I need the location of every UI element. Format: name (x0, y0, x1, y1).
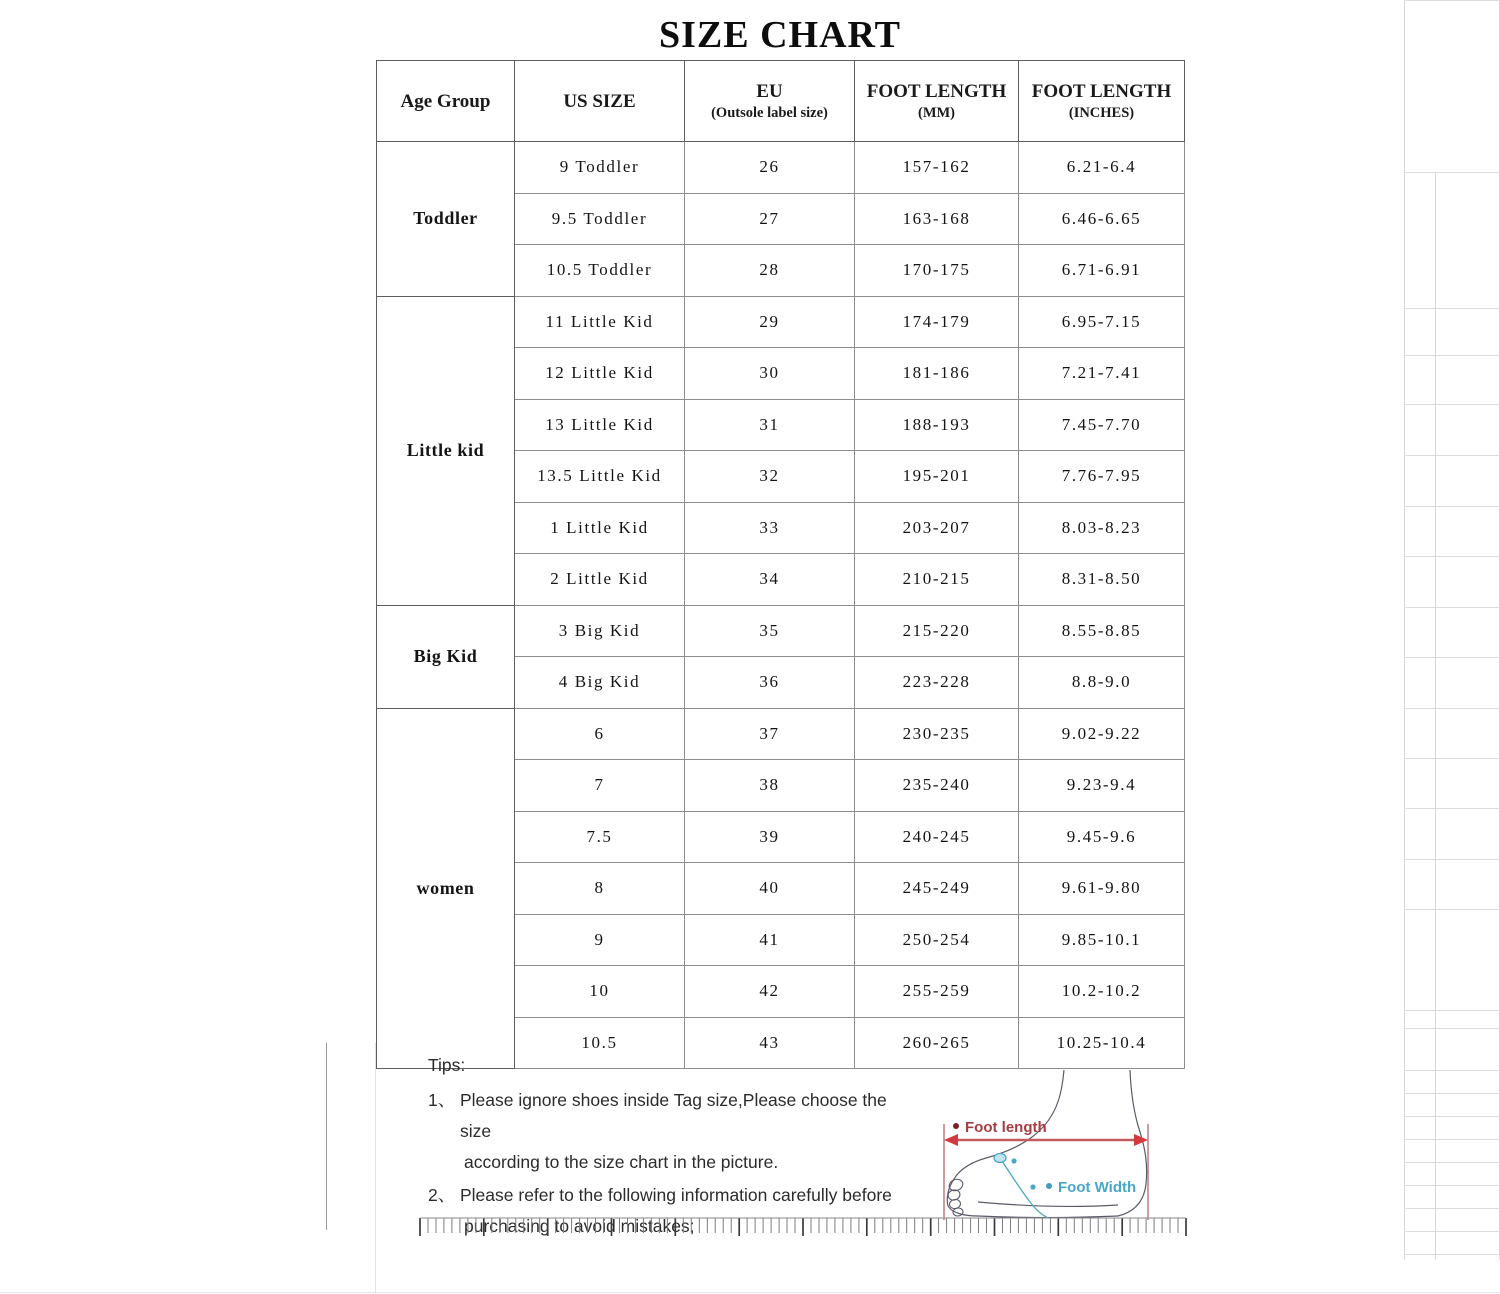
foot-width-label: Foot Width (1058, 1179, 1137, 1196)
foot-length-inches-cell: 8.03-8.23 (1019, 502, 1185, 554)
ruler-strip (418, 1216, 1188, 1238)
eu-size-cell: 38 (685, 760, 855, 812)
foot-length-inches-cell: 9.45-9.6 (1019, 811, 1185, 863)
tips-section (428, 1050, 898, 1244)
foot-length-mm-cell: 245-249 (855, 863, 1019, 915)
column-header-us-size (515, 61, 685, 142)
eu-size-cell: 39 (685, 811, 855, 863)
foot-length-mm-cell: 240-245 (855, 811, 1019, 863)
eu-size-cell: 35 (685, 605, 855, 657)
eu-size-cell: 29 (685, 296, 855, 348)
table-row (377, 708, 1185, 760)
foot-width-bullet-icon (1046, 1183, 1052, 1189)
tip-item-1 (428, 1085, 898, 1178)
us-size-cell: 7 (515, 760, 685, 812)
foot-length-mm-cell: 170-175 (855, 245, 1019, 297)
foot-measurement-diagram (912, 1052, 1202, 1238)
foot-length-mm-cell: 260-265 (855, 1017, 1019, 1069)
us-size-cell: 11 Little Kid (515, 296, 685, 348)
eu-size-cell: 34 (685, 554, 855, 606)
column-header-foot-length-inches (1019, 61, 1185, 142)
foot-length-mm-cell: 188-193 (855, 399, 1019, 451)
us-size-cell: 6 (515, 708, 685, 760)
foot-width-dot-icon (1011, 1158, 1016, 1163)
foot-length-mm-cell: 203-207 (855, 502, 1019, 554)
foot-length-inches-cell: 7.76-7.95 (1019, 451, 1185, 503)
page-left-divider-line (375, 1043, 376, 1294)
column-header-foot-length-inches-sublabel: (INCHES) (1068, 104, 1135, 121)
foot-length-inches-cell: 10.2-10.2 (1019, 966, 1185, 1018)
page-title: SIZE CHART (658, 14, 901, 56)
us-size-cell: 4 Big Kid (515, 657, 685, 709)
eu-size-cell: 32 (685, 451, 855, 503)
foot-length-bullet-icon (953, 1123, 959, 1129)
eu-size-cell: 40 (685, 863, 855, 915)
us-size-cell: 10.5 Toddler (515, 245, 685, 297)
column-header-foot-length-mm-label: FOOT LENGTH (866, 80, 1007, 102)
tips-divider-line (326, 1043, 327, 1230)
column-header-foot-length-inches-label: FOOT LENGTH (1031, 80, 1172, 102)
age-group-cell: women (377, 708, 515, 1069)
foot-length-mm-cell: 250-254 (855, 914, 1019, 966)
table-row (377, 296, 1185, 348)
tip-item-1-number: 1、 (428, 1090, 456, 1110)
eu-size-cell: 36 (685, 657, 855, 709)
eu-size-cell: 37 (685, 708, 855, 760)
table-row (377, 605, 1185, 657)
foot-length-mm-cell: 235-240 (855, 760, 1019, 812)
foot-length-inches-cell: 9.23-9.4 (1019, 760, 1185, 812)
tips-heading: Tips: (428, 1055, 466, 1075)
us-size-cell: 7.5 (515, 811, 685, 863)
foot-length-inches-cell: 8.8-9.0 (1019, 657, 1185, 709)
foot-length-mm-cell: 210-215 (855, 554, 1019, 606)
column-header-foot-length-mm-sublabel: (MM) (917, 104, 956, 121)
foot-length-mm-cell: 181-186 (855, 348, 1019, 400)
us-size-cell: 1 Little Kid (515, 502, 685, 554)
tip-item-2-line2: purchasing to avoid mistakes; (464, 1216, 695, 1236)
foot-length-mm-cell: 157-162 (855, 142, 1019, 194)
column-header-us-size-label: US SIZE (563, 90, 636, 112)
foot-length-inches-cell: 9.85-10.1 (1019, 914, 1185, 966)
eu-size-cell: 42 (685, 966, 855, 1018)
table-header (377, 61, 1185, 142)
tip-item-2-line1: Please refer to the following information carefully before (460, 1185, 892, 1205)
background-table-fragment (1404, 0, 1500, 1260)
us-size-cell: 10.5 (515, 1017, 685, 1069)
foot-length-mm-cell: 215-220 (855, 605, 1019, 657)
foot-length-inches-cell: 9.61-9.80 (1019, 863, 1185, 915)
foot-length-inches-cell: 6.21-6.4 (1019, 142, 1185, 194)
column-header-eu-sublabel: (Outsole label size) (711, 104, 828, 121)
foot-length-mm-cell: 230-235 (855, 708, 1019, 760)
foot-length-inches-cell: 10.25-10.4 (1019, 1017, 1185, 1069)
us-size-cell: 9 (515, 914, 685, 966)
column-header-eu (685, 61, 855, 142)
foot-length-inches-cell: 6.46-6.65 (1019, 193, 1185, 245)
us-size-cell: 10 (515, 966, 685, 1018)
us-size-cell: 2 Little Kid (515, 554, 685, 606)
us-size-cell: 13 Little Kid (515, 399, 685, 451)
age-group-cell: Little kid (377, 296, 515, 605)
us-size-cell: 8 (515, 863, 685, 915)
tip-item-1-line2: according to the size chart in the picture. (464, 1152, 779, 1172)
eu-size-cell: 31 (685, 399, 855, 451)
foot-length-inches-cell: 7.45-7.70 (1019, 399, 1185, 451)
foot-length-mm-cell: 174-179 (855, 296, 1019, 348)
column-header-eu-label: EU (756, 80, 783, 102)
eu-size-cell: 43 (685, 1017, 855, 1069)
column-header-age-group (377, 61, 515, 142)
eu-size-cell: 41 (685, 914, 855, 966)
foot-length-inches-cell: 9.02-9.22 (1019, 708, 1185, 760)
us-size-cell: 9.5 Toddler (515, 193, 685, 245)
eu-size-cell: 33 (685, 502, 855, 554)
age-group-cell: Toddler (377, 142, 515, 297)
us-size-cell: 13.5 Little Kid (515, 451, 685, 503)
eu-size-cell: 26 (685, 142, 855, 194)
toes-icon (947, 1177, 965, 1216)
foot-width-indicator-icon (994, 1154, 1048, 1219)
size-chart-table (376, 60, 1185, 1069)
foot-length-inches-cell: 6.95-7.15 (1019, 296, 1185, 348)
foot-length-inches-cell: 8.55-8.85 (1019, 605, 1185, 657)
foot-width-dot-2-icon (1030, 1184, 1035, 1189)
foot-length-mm-cell: 163-168 (855, 193, 1019, 245)
page-bottom-divider-line (0, 1292, 1500, 1293)
foot-length-inches-cell: 6.71-6.91 (1019, 245, 1185, 297)
foot-length-mm-cell: 223-228 (855, 657, 1019, 709)
foot-length-mm-cell: 195-201 (855, 451, 1019, 503)
tip-item-1-line1: Please ignore shoes inside Tag size,Please choose the size (460, 1090, 887, 1141)
foot-length-inches-cell: 7.21-7.41 (1019, 348, 1185, 400)
foot-length-label: Foot length (965, 1119, 1047, 1136)
foot-length-inches-cell: 8.31-8.50 (1019, 554, 1185, 606)
eu-size-cell: 27 (685, 193, 855, 245)
table-body (377, 142, 1185, 1069)
table-row (377, 142, 1185, 194)
age-group-cell: Big Kid (377, 605, 515, 708)
tip-item-1-text (460, 1085, 898, 1178)
column-header-age-group-label: Age Group (400, 90, 491, 112)
eu-size-cell: 28 (685, 245, 855, 297)
column-header-foot-length-mm (855, 61, 1019, 142)
table-header-row (377, 61, 1185, 142)
foot-length-mm-cell: 255-259 (855, 966, 1019, 1018)
us-size-cell: 3 Big Kid (515, 605, 685, 657)
us-size-cell: 12 Little Kid (515, 348, 685, 400)
eu-size-cell: 30 (685, 348, 855, 400)
tip-item-2-number: 2、 (428, 1185, 456, 1205)
us-size-cell: 9 Toddler (515, 142, 685, 194)
